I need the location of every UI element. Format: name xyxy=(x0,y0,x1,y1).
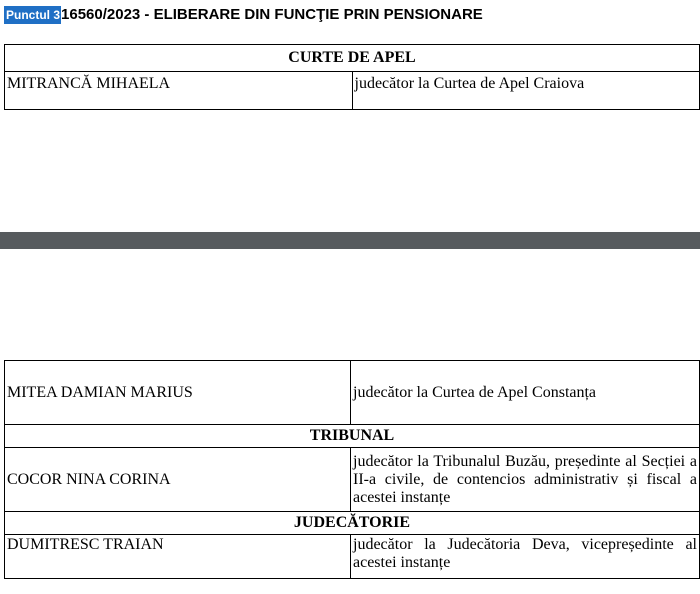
section-title-curte-de-apel: CURTE DE APEL xyxy=(5,45,700,72)
table-row xyxy=(5,535,700,579)
page-separator xyxy=(0,232,700,249)
table-page-two xyxy=(4,360,700,579)
section-row xyxy=(5,512,700,535)
judge-name: DUMITRESC TRAIAN xyxy=(5,535,351,579)
section-title-judecatorie: JUDECĂTORIE xyxy=(5,512,700,535)
judge-role: judecător la Tribunalul Buzău, președinte al Secției a II-a civile, de contencios administrativ și fiscal a acestei instanțe xyxy=(351,448,700,512)
section-row xyxy=(5,45,700,72)
heading-title: 16560/2023 - ELIBERARE DIN FUNCŢIE PRIN PENSIONARE xyxy=(61,6,483,23)
table-row xyxy=(5,72,700,110)
judge-name: MITEA DAMIAN MARIUS xyxy=(5,361,351,425)
judge-role: judecător la Judecătoria Deva, vicepreședinte al acestei instanțe xyxy=(351,535,700,579)
table-row xyxy=(5,448,700,512)
judge-role: judecător la Curtea de Apel Constanța xyxy=(351,361,700,425)
table-curte-de-apel xyxy=(4,44,700,110)
judge-name: MITRANCĂ MIHAELA xyxy=(5,72,353,110)
section-row xyxy=(5,425,700,448)
section-title-tribunal: TRIBUNAL xyxy=(5,425,700,448)
table-row xyxy=(5,361,700,425)
selected-text-highlight[interactable]: Punctul 3 xyxy=(6,8,61,22)
judge-role: judecător la Curtea de Apel Craiova xyxy=(352,72,700,110)
document-heading xyxy=(4,6,483,24)
judge-name: COCOR NINA CORINA xyxy=(5,448,351,512)
